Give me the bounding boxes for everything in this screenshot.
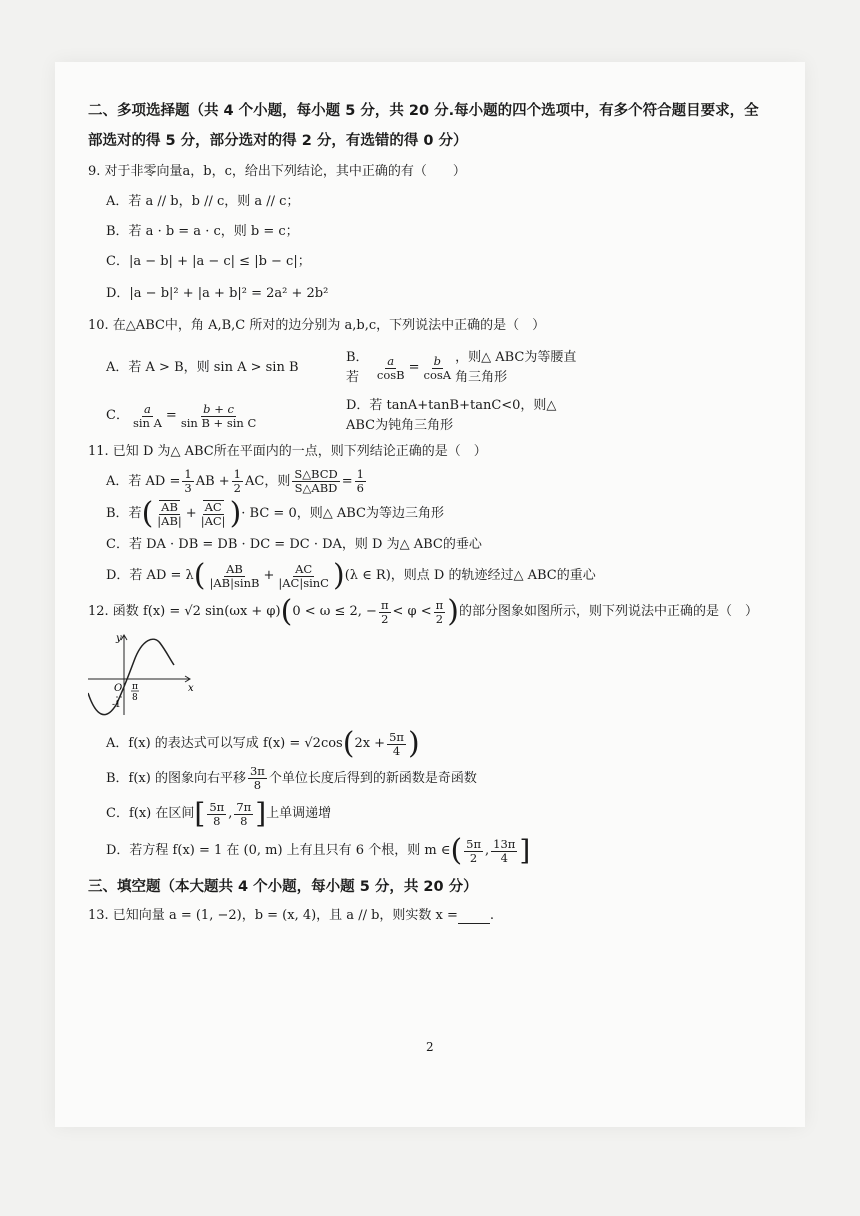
q11-d-f1d: |AB|sinB — [209, 575, 260, 590]
q12-cond-prefix: 0 < ω ≤ 2, − — [292, 604, 377, 619]
q12-stem-f2d: 2 — [435, 611, 444, 626]
q12-a-inner: 2x + — [354, 736, 386, 751]
q12-d-prefix: D．若方程 f(x) = 1 在 (0, m) 上有且只有 6 个根，则 m ∈ — [106, 843, 451, 858]
q12-d-lparen: ( — [450, 833, 463, 868]
q11-b-frac1 — [155, 500, 184, 528]
graph-origin-label: O — [114, 683, 123, 694]
q12-c-frac1 — [207, 801, 226, 828]
q11-b-prefix: B．若 — [106, 506, 142, 521]
q11-option-c: C．若 DA · DB = DB · DC = DC · DA，则 D 为△ ABC的垂心 — [106, 537, 482, 552]
q13-answer-blank[interactable] — [458, 909, 490, 924]
q11-b-rparen: ) — [229, 496, 242, 531]
q12-function-graph — [88, 631, 198, 719]
q12-c-lbracket: [ — [194, 797, 206, 830]
q11-stem: 11. 已知 D 为△ ABC所在平面内的一点，则下列结论正确的是（ ） — [88, 444, 487, 459]
question-10 — [88, 316, 788, 436]
q11-a-frac1 — [182, 468, 193, 495]
section2-heading-line2: 部选对的得 5 分，部分选对的得 2 分，有选错的得 0 分） — [88, 133, 468, 149]
q12-c-f2d: 8 — [240, 813, 248, 828]
q10-b-suffix: ，则△ ABC为等腰直角三角形 — [455, 350, 577, 385]
q11-d-frac2 — [276, 563, 331, 590]
q12-b-prefix: B．f(x) 的图象向右平移 — [106, 770, 246, 786]
q12-stem-f1d: 2 — [381, 611, 389, 626]
graph-pi-num: π — [132, 682, 138, 692]
section2-heading-line1: 二、多项选择题（共 4 个小题，每小题 5 分，共 20 分.每小题的四个选项中，有多个符合题目要求，全 — [88, 103, 759, 119]
q11-b-f1d: |AB| — [157, 514, 182, 528]
q10-c-frac1 — [131, 403, 164, 430]
q12-c-prefix: C．f(x) 在区间 — [106, 806, 195, 821]
q10-b-n2: b — [433, 353, 441, 368]
q12-stem-prefix: 12. 函数 f(x) = √2 sin(ωx + φ) — [88, 604, 281, 619]
q10-b-frac2 — [422, 355, 454, 382]
q12-c-frac2 — [234, 801, 253, 828]
q12-a-rparen: ) — [407, 726, 420, 761]
q9-stem: 9. 对于非零向量a，b，c，给出下列结论，其中正确的有（ ） — [88, 164, 466, 179]
q11-d-prefix: D．若 AD = λ — [106, 568, 194, 583]
q12-a-fn: 5π — [389, 729, 404, 744]
q12-rparen: ) — [447, 594, 459, 629]
q10-c-n1: a — [144, 401, 151, 416]
q12-a-prefix: A．f(x) 的表达式可以写成 f(x) = √2cos — [106, 736, 343, 751]
q10-b-d1: cosB — [376, 367, 405, 382]
graph-neg1-label: -1 — [112, 700, 121, 710]
q10-b-eq: = — [408, 360, 420, 375]
question-9 — [88, 162, 788, 304]
q11-a-f3n: S△BCD — [294, 467, 338, 481]
q10-option-d: D．若 tanA+tanB+tanC<0，则△ ABC为钝角三角形 — [346, 398, 557, 433]
q12-stem-f2n: π — [435, 597, 444, 612]
q12-c-rbracket: ] — [255, 797, 267, 830]
q12-d-rbracket: ] — [519, 834, 531, 867]
q11-a-f2d: 2 — [233, 481, 241, 495]
q11-b-lparen: ( — [141, 496, 154, 531]
page-number: 2 — [426, 1040, 434, 1054]
q12-d-frac2 — [491, 838, 517, 865]
q9-option-b: B．若 a · b = a · c，则 b = c； — [106, 224, 299, 239]
q11-d-frac1 — [207, 563, 261, 590]
q12-b-fd: 8 — [253, 778, 262, 792]
q11-a-prefix: A．若 AD = — [106, 473, 181, 489]
section3-heading: 三、填空题（本大题共 4 个小题，每小题 5 分，共 20 分） — [88, 879, 478, 895]
q11-b-frac2 — [199, 500, 228, 528]
q10-b-prefix: B．若 — [346, 350, 369, 385]
q11-b-f1n: AB — [161, 500, 178, 514]
graph-pi-den: 8 — [132, 693, 138, 703]
q12-option-d — [106, 833, 788, 868]
q10-b-frac1 — [375, 355, 407, 382]
exam-content — [88, 96, 788, 926]
q9-option-a: A．若 a // b，b // c，则 a // c； — [106, 194, 300, 209]
q12-d-f1n: 5π — [466, 836, 482, 851]
graph-sine-curve — [88, 639, 174, 714]
q12-c-f1d: 8 — [213, 813, 221, 828]
question-12 — [88, 594, 788, 868]
q10-c-eq: = — [165, 408, 177, 423]
q11-option-d — [106, 558, 788, 593]
graph-x-label: x — [188, 683, 194, 694]
graph-y-label: y — [116, 633, 122, 644]
q12-d-f2d: 4 — [500, 850, 508, 865]
question-11 — [88, 442, 788, 591]
q10-option-c — [106, 396, 346, 436]
q12-option-b — [106, 765, 788, 792]
q11-a-f2n: 1 — [233, 467, 241, 481]
q12-d-f1d: 2 — [469, 850, 478, 865]
q11-d-lparen: ( — [193, 558, 206, 593]
q11-b-plus: + — [185, 506, 197, 521]
q11-d-f2n: AC — [295, 561, 313, 576]
q11-b-f2d: |AC| — [200, 514, 226, 528]
q12-lparen: ( — [280, 594, 293, 629]
q10-b-n1: a — [387, 353, 395, 368]
q11-a-frac2 — [232, 468, 243, 495]
q10-c-prefix: C． — [106, 408, 129, 423]
q10-options-row1 — [106, 348, 788, 388]
q11-option-a — [106, 468, 788, 495]
q9-option-d: D．|a − b|² + |a + b|² = 2a² + 2b² — [106, 286, 329, 301]
q12-c-comma: , — [228, 806, 233, 821]
q10-stem: 10. 在△ABC中，角 A,B,C 所对的边分别为 a,b,c，下列说法中正确的是（ ） — [88, 318, 546, 333]
q11-a-eq: = — [341, 473, 353, 489]
q11-d-suffix: (λ ∈ R)，则点 D 的轨迹经过△ ABC的重心 — [344, 568, 596, 583]
q10-c-d2: sin B + sin C — [180, 415, 257, 430]
q11-a-mid: AB + — [195, 473, 230, 489]
q13-stem: 13. 已知向量 a = (1, −2)，b = (x, 4)，且 a // b，则实数 x = — [88, 908, 458, 923]
q10-c-d1: sin A — [132, 415, 162, 430]
q11-b-f2n: AC — [204, 500, 222, 514]
q12-stem-f1n: π — [380, 597, 389, 612]
q12-stem-lt: < φ < — [392, 604, 432, 619]
q10-b-d2: cosA — [423, 367, 452, 382]
q10-c-n2: b + c — [203, 401, 234, 416]
q11-d-plus: + — [263, 568, 275, 583]
q11-a-f1d: 3 — [184, 481, 192, 495]
q9-option-c: C．|a − b| + |a − c| ≤ |b − c|； — [106, 254, 311, 269]
q12-d-frac1 — [464, 838, 483, 865]
q12-stem-suffix: 的部分图象如图所示，则下列说法中正确的是（ ） — [458, 604, 758, 619]
q11-d-f1n: AB — [226, 561, 243, 576]
q12-option-a — [106, 726, 788, 761]
q12-stem-frac1 — [379, 599, 391, 626]
q11-a-f4d: 6 — [356, 481, 364, 495]
q12-d-comma: , — [485, 843, 490, 858]
q11-d-rparen: ) — [332, 558, 345, 593]
q10-options-row2 — [106, 396, 788, 436]
q12-a-frac — [387, 731, 406, 758]
q12-option-c — [106, 797, 788, 830]
q12-d-f2n: 13π — [493, 836, 516, 851]
q11-a-f4n: 1 — [356, 467, 364, 481]
q12-c-suffix: 上单调递增 — [266, 806, 332, 821]
q12-a-lparen: ( — [342, 726, 355, 761]
q11-b-suffix: · BC = 0，则△ ABC为等边三角形 — [241, 506, 444, 521]
q11-a-f1n: 1 — [184, 467, 192, 481]
q10-option-b — [346, 348, 586, 388]
q11-a-frac4 — [355, 468, 366, 495]
q12-c-f2n: 7π — [236, 799, 252, 814]
q12-stem-frac2 — [434, 599, 446, 626]
q11-a-f3d: S△ABD — [294, 481, 338, 495]
q10-c-frac2 — [179, 403, 258, 430]
q11-option-b — [106, 496, 788, 531]
q12-a-fd: 4 — [392, 743, 401, 758]
q11-a-frac3 — [292, 468, 339, 495]
q11-a-mid2: AC，则 — [244, 473, 291, 489]
q12-b-frac — [248, 765, 267, 792]
q12-c-f1n: 5π — [209, 799, 225, 814]
q11-d-f2d: |AC|sinC — [278, 575, 329, 590]
q12-b-suffix: 个单位长度后得到的新函数是奇函数 — [268, 770, 477, 786]
q12-stem — [88, 594, 788, 629]
q12-b-fn: 3π — [249, 764, 265, 778]
question-13 — [88, 906, 788, 926]
q10-option-a: A．若 A > B，则 sin A > sin B — [106, 360, 299, 375]
q13-stem-end: . — [489, 908, 495, 923]
